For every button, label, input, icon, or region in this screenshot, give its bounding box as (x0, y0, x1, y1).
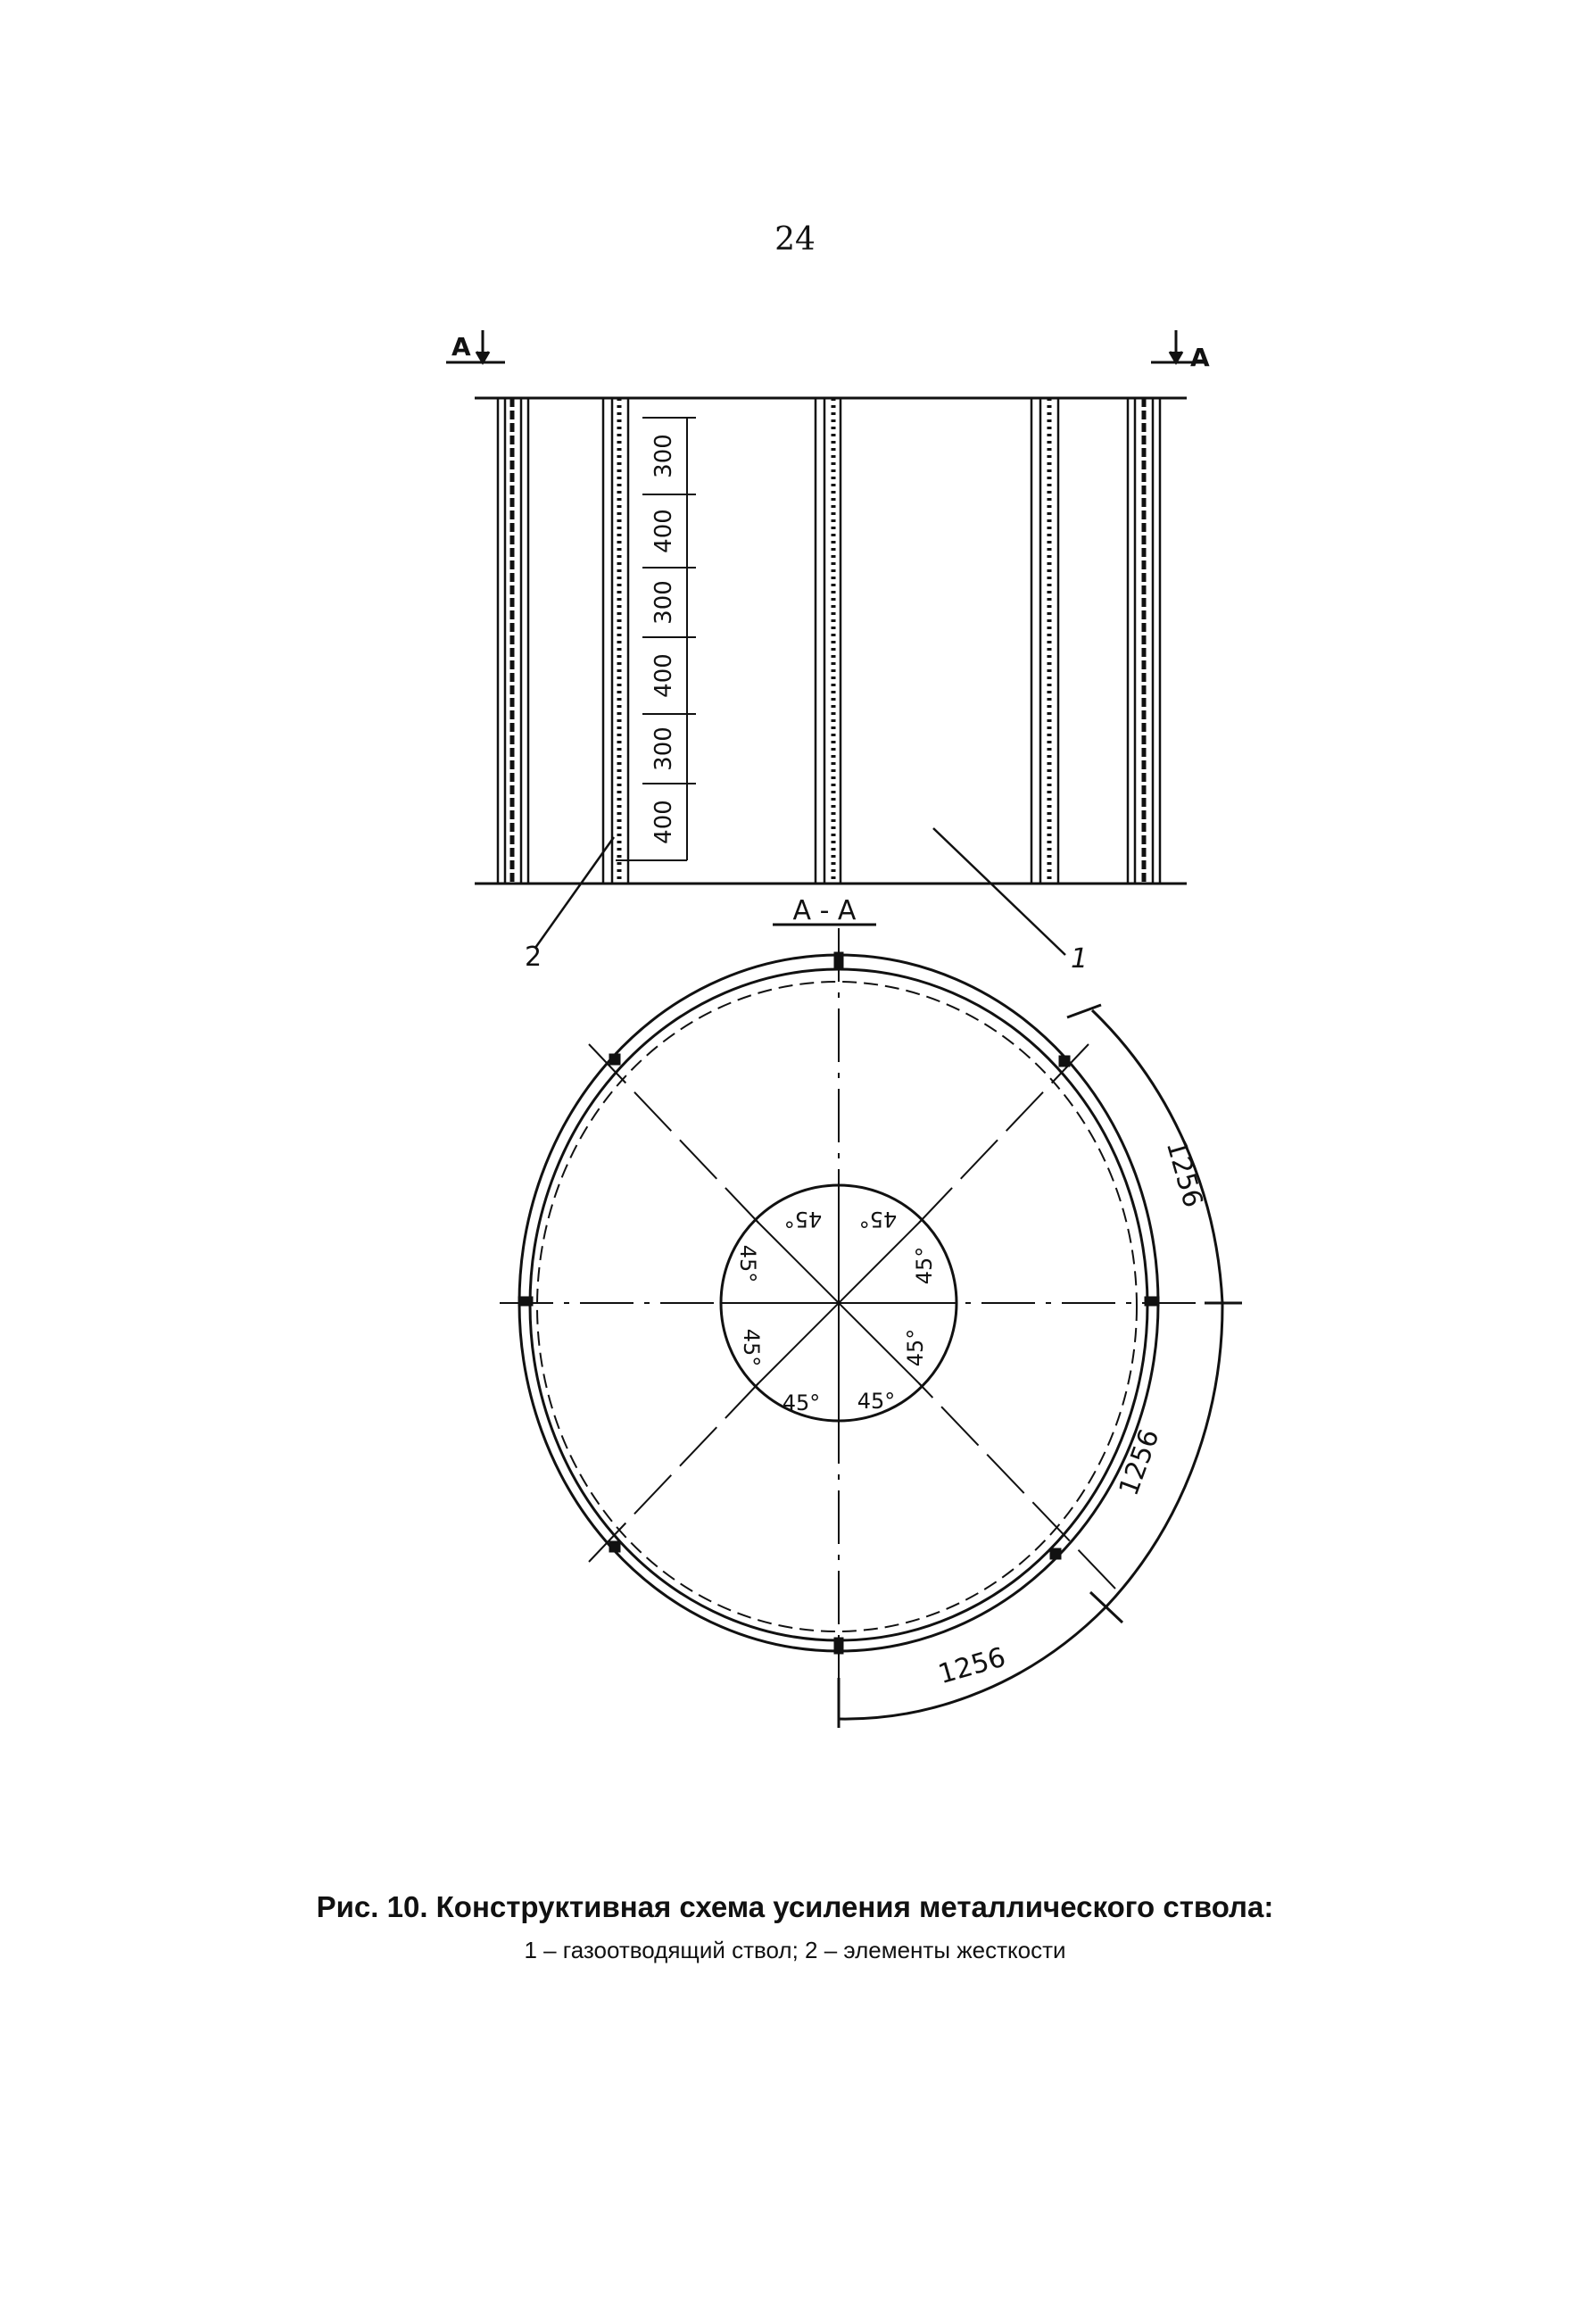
dimension-label: 300 (650, 580, 677, 625)
shaft-dashed-contour (537, 982, 1137, 1631)
leader-line-shaft (933, 828, 1065, 955)
stiffener-element (816, 398, 841, 884)
section-label: A - A (792, 895, 857, 926)
angle-label: 45° (857, 1389, 896, 1414)
arc-length-labels (935, 1137, 1209, 1690)
arc-length-label: 1256 (1159, 1136, 1209, 1211)
angle-label: 45° (912, 1246, 937, 1285)
arc-length-label: 1256 (934, 1641, 1009, 1691)
stiffener-element (1128, 398, 1160, 884)
angle-label: 45° (903, 1328, 928, 1367)
stiffener-element (1031, 398, 1058, 884)
centerlines (500, 928, 1240, 1678)
elevation-view (446, 330, 1206, 955)
dimension-label: 400 (650, 800, 677, 844)
vertical-dimension-labels (650, 434, 677, 844)
arc-length-label: 1256 (1113, 1424, 1166, 1500)
dimension-label: 300 (650, 726, 677, 771)
dimension-label: 400 (650, 509, 677, 553)
angle-labels (735, 1207, 937, 1415)
section-plan-view (500, 928, 1242, 1728)
page-number: 24 (774, 221, 816, 258)
figure-caption-legend: 1 – газоотводящий ствол; 2 – элементы жесткости (524, 1937, 1066, 1963)
callout-number-stiffener: 2 (525, 942, 542, 973)
callout-number-shaft: 1 (1071, 943, 1089, 975)
section-mark-right-letter: A (1190, 343, 1210, 372)
dimension-label: 400 (650, 653, 677, 698)
angle-label: 45° (739, 1328, 764, 1367)
figure-caption-title: Рис. 10. Конструктивная схема усиления металлического ствола: (316, 1890, 1274, 1923)
stiffener-element (603, 398, 628, 884)
angle-label: 45° (782, 1390, 821, 1415)
leader-line-stiffener (535, 837, 614, 948)
angle-label: 45° (783, 1207, 823, 1232)
angle-label: 45° (858, 1207, 898, 1232)
stiffener-element (498, 398, 528, 884)
dimension-label: 300 (650, 434, 677, 478)
angle-label: 45° (735, 1244, 760, 1283)
arc-dimension-lines (839, 1005, 1242, 1728)
section-mark-left-letter: A (451, 332, 471, 361)
